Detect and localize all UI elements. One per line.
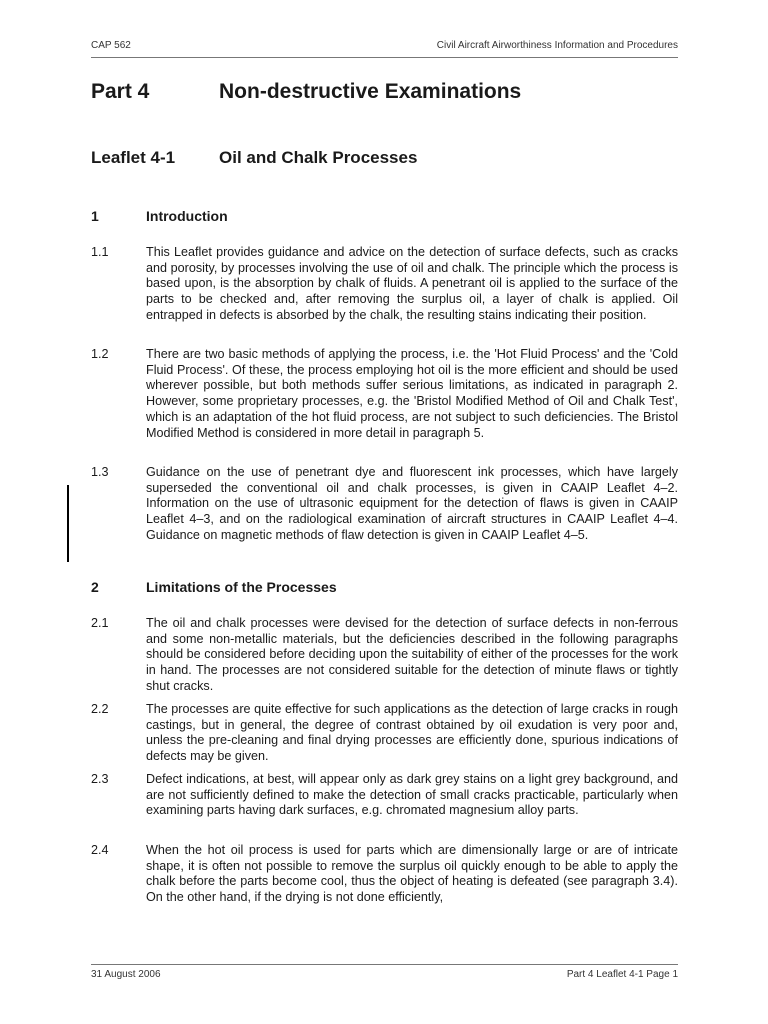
paragraph-number: 2.1: [91, 616, 109, 630]
paragraph-text: When the hot oil process is used for parts which are dimensionally large or are of intricate shape, it is often not possible to remove the surplus oil quickly enough to be able to apply the chalk before the parts become cool, thus the object of heating is defeated (see paragraph 3.4). On the other hand, if the drying is not done efficiently,: [146, 843, 678, 905]
part-heading: [91, 80, 522, 104]
part-title: Non-destructive Examinations: [219, 80, 522, 103]
footer-page-ref: Part 4 Leaflet 4-1 Page 1: [566, 969, 678, 980]
paragraph-text: The oil and chalk processes were devised for the detection of surface defects in non-ferrous and some non-metallic materials, but the deficiencies described in the following paragraphs should be considered before deciding upon the suitability of either of the processes for the work in hand. The processes are not considered suitable for the detection of minute flaws or tightly shut cracks.: [146, 616, 678, 693]
part-number: Part 4: [91, 80, 150, 103]
paragraph-number: 2.4: [91, 843, 109, 857]
section-heading-1: [91, 208, 228, 224]
section-number: 1: [91, 208, 99, 224]
paragraph-text: This Leaflet provides guidance and advice on the detection of surface defects, such as cracks and porosity, by processes involving the use of oil and chalk. The principle which the process is based upon, is the absorption by chalk of fluids. A penetrant oil is applied to the surface of the parts to be checked and, after removing the surplus oil, a layer of chalk is applied. Oil entrapped in defects is absorbed by the chalk, the resulting stains indicating their position.: [146, 245, 678, 322]
paragraph-2-3: [91, 772, 678, 819]
paragraph-1-1: [91, 245, 678, 324]
paragraph-text: There are two basic methods of applying the process, i.e. the 'Hot Fluid Process' and the 'Cold Fluid Process'. Of these, the process employing hot oil is the more efficient and should be used wherever possible, but both methods suffer serious limitations, as indicated in paragraph 2. However, some proprietary processes, e.g. the 'Bristol Modified Method of Oil and Chalk Test', which is an adaptation of the hot fluid process, are not subject to such deficiencies. The Bristol Modified Method is considered in more detail in paragraph 5.: [146, 347, 678, 440]
leaflet-heading: [91, 148, 418, 168]
paragraph-2-1: [91, 616, 678, 695]
paragraph-number: 2.2: [91, 702, 109, 716]
paragraph-1-3: [91, 465, 678, 544]
paragraph-number: 2.3: [91, 772, 109, 786]
paragraph-2-4: [91, 843, 678, 906]
paragraph-number: 1.3: [91, 465, 109, 479]
paragraph-text: The processes are quite effective for such applications as the detection of large cracks in rough castings, but in general, the degree of contrast obtained by oil exudation is very poor and, unless the pre-cleaning and final drying processes are efficiently done, spurious indications of defects may be given.: [146, 702, 678, 764]
section-heading-2: [91, 579, 337, 595]
paragraph-2-2: [91, 702, 678, 765]
section-number: 2: [91, 579, 99, 595]
header-doc-title: Civil Aircraft Airworthiness Information and Procedures: [436, 40, 678, 51]
paragraph-text: Guidance on the use of penetrant dye and fluorescent ink processes, which have largely superseded the conventional oil and chalk processes, is given in CAAIP Leaflet 4–2. Information on the use of ultrasonic equipment for the detection of flaws is given in CAAIP Leaflet 4–3, and on the radiological examination of aircraft structures in CAAIP Leaflet 4–4. Guidance on magnetic methods of flaw detection is given in CAAIP Leaflet 4–5.: [146, 465, 678, 542]
footer-date: 31 August 2006: [91, 969, 161, 980]
header-divider: [91, 57, 678, 58]
paragraph-number: 1.2: [91, 347, 109, 361]
leaflet-number: Leaflet 4-1: [91, 148, 176, 167]
leaflet-title: Oil and Chalk Processes: [219, 148, 418, 167]
paragraph-text: Defect indications, at best, will appear only as dark grey stains on a light grey background, and are not sufficiently defined to make the detection of small cracks practicable, particularly when examining parts having dark surfaces, e.g. chromated magnesium alloy parts.: [146, 772, 678, 818]
section-title: Limitations of the Processes: [146, 579, 337, 595]
section-title: Introduction: [146, 208, 228, 224]
revision-change-bar: [67, 485, 69, 562]
paragraph-number: 1.1: [91, 245, 109, 259]
paragraph-1-2: [91, 347, 678, 441]
footer-divider: [91, 964, 678, 965]
header-doc-id: CAP 562: [91, 40, 131, 51]
